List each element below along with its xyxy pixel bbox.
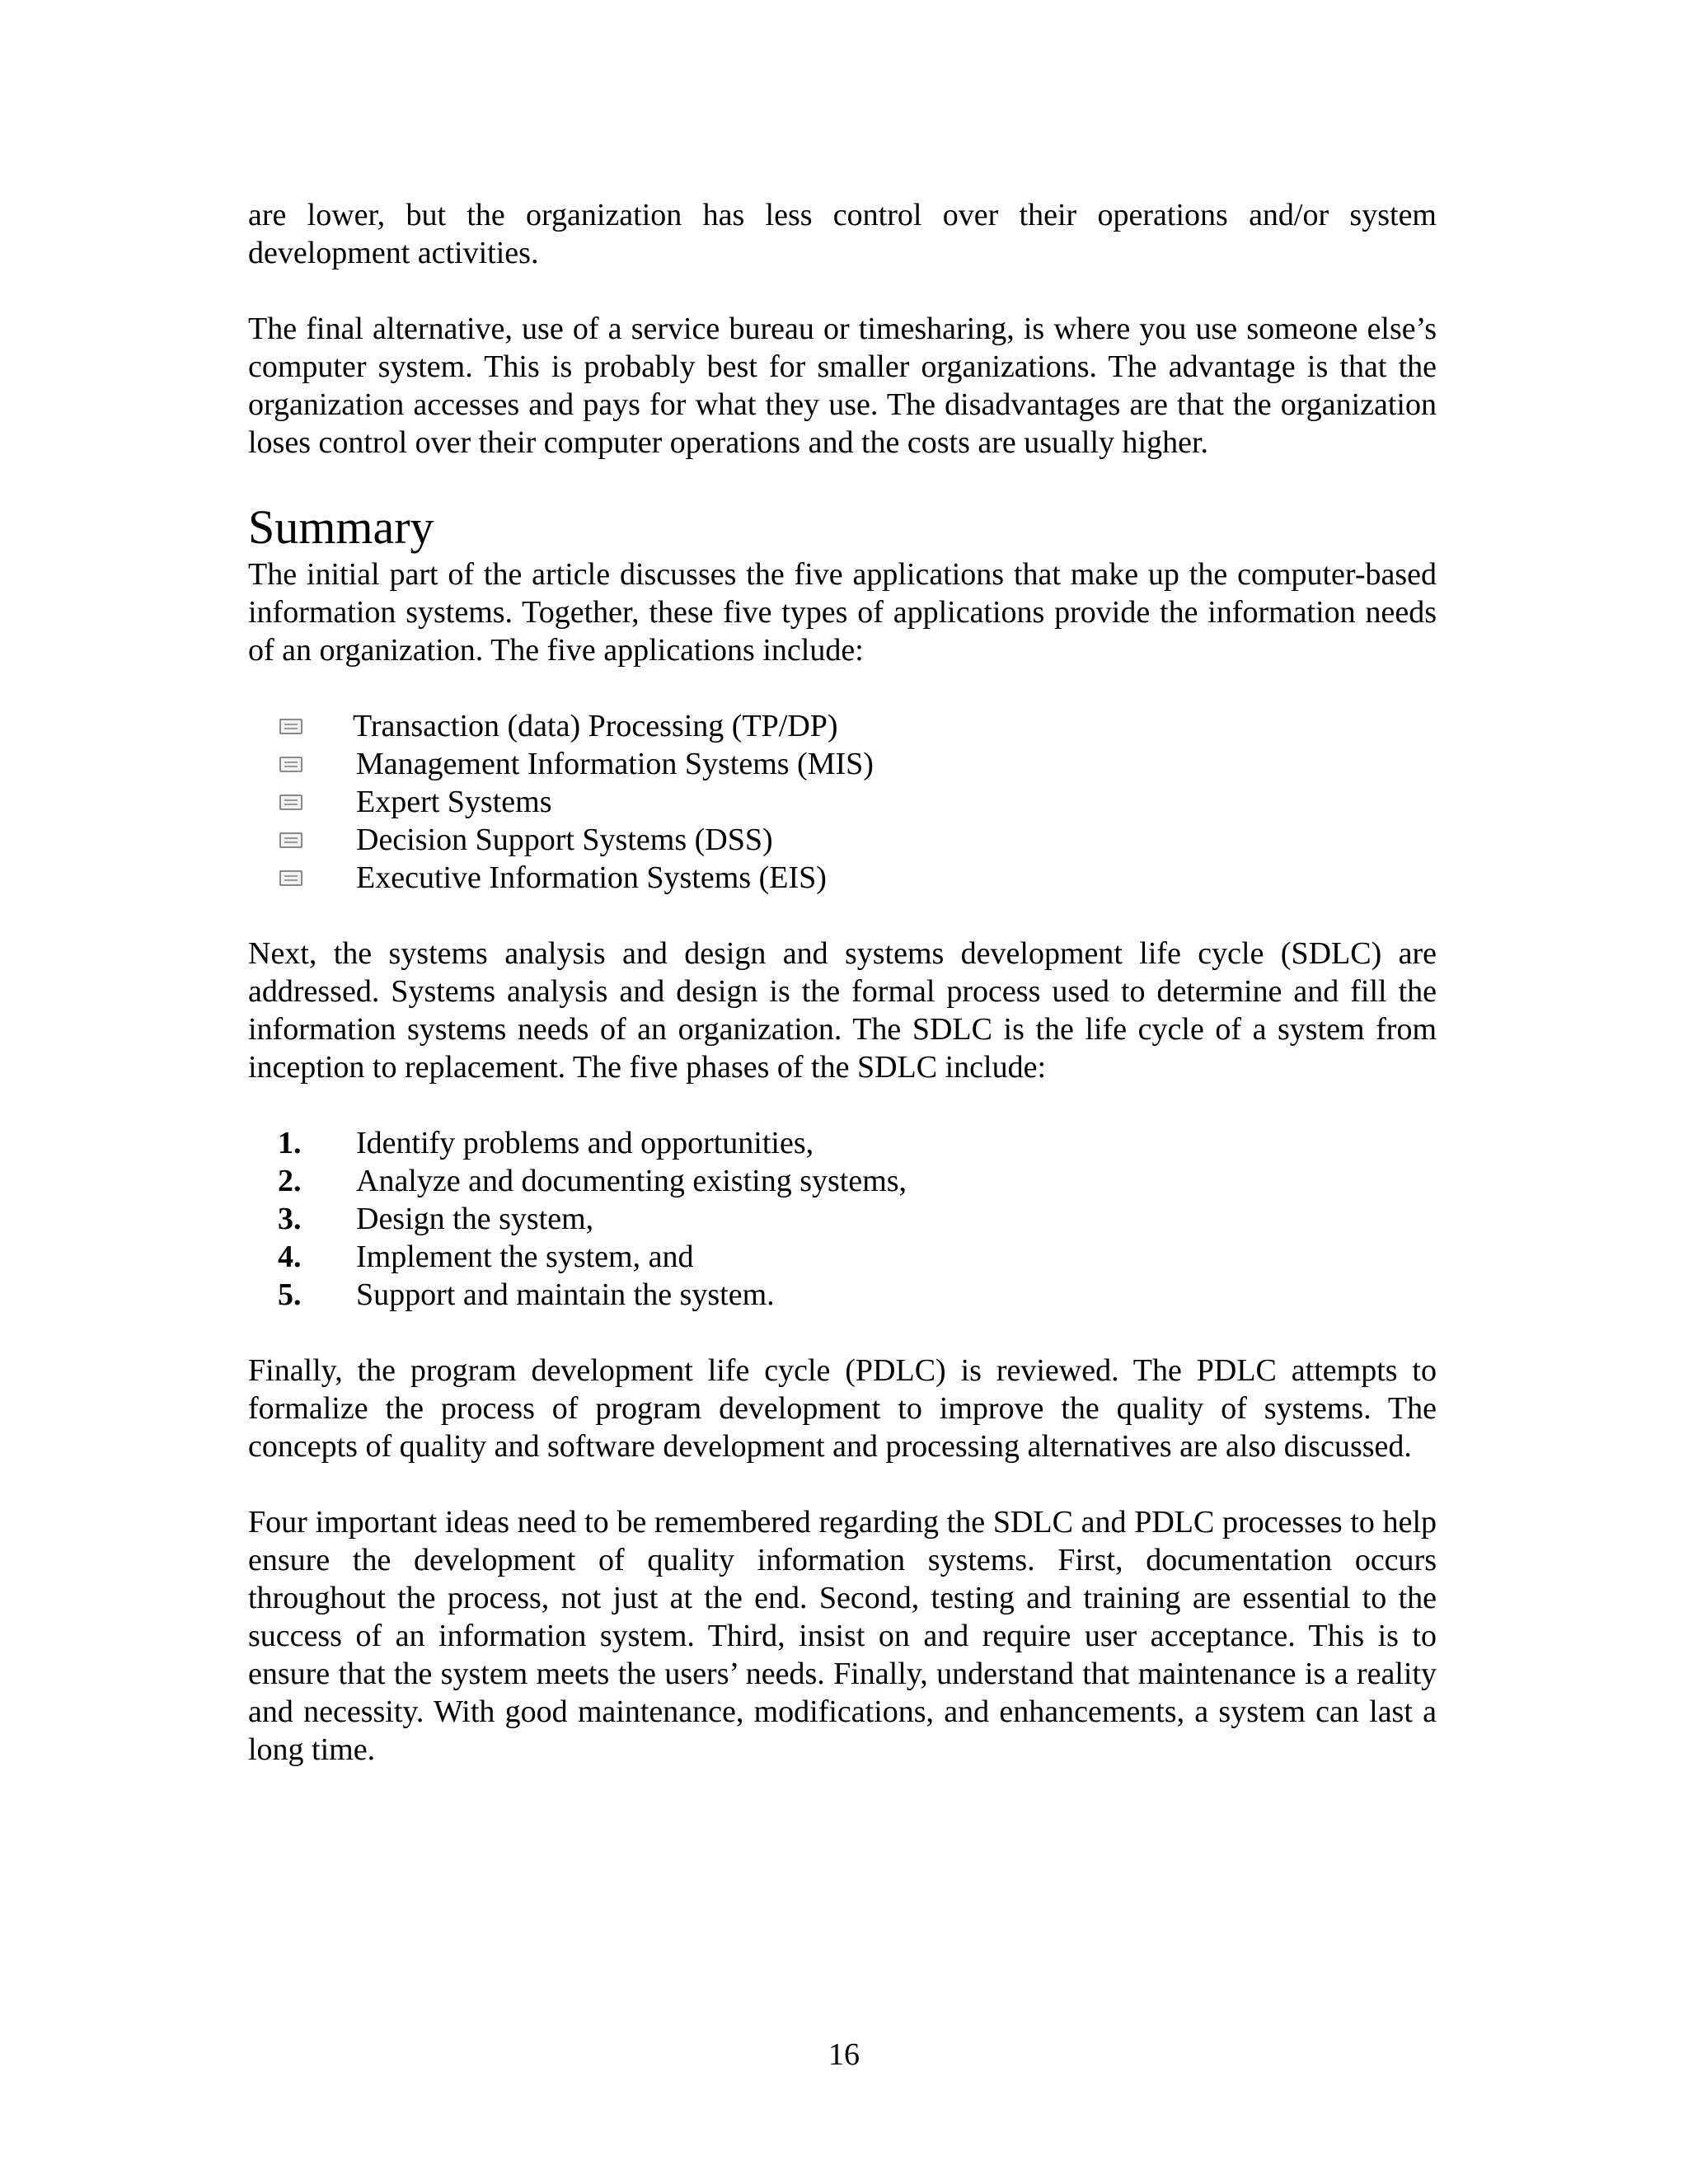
applications-list (248, 707, 1437, 897)
application-label: Management Information Systems (MIS) (356, 747, 874, 781)
keyboard-bullet-icon (279, 757, 302, 772)
list-item (248, 1162, 1437, 1200)
sdlc-phases-list (248, 1124, 1437, 1314)
phase-number: 5. (278, 1277, 302, 1312)
list-item (248, 707, 1437, 745)
application-label: Decision Support Systems (DSS) (356, 823, 773, 857)
keyboard-bullet-icon (279, 870, 302, 886)
application-label: Executive Information Systems (EIS) (356, 860, 827, 895)
paragraph-sdlc-intro: Next, the systems analysis and design and systems development life cycle (SDLC) are addressed. Systems analysis and design is the formal process used to determine and fill the information systems needs of an organization. The SDLC is the life cycle of a system from inception to replacement. The five phases of the SDLC include: (248, 936, 1437, 1085)
application-label: Expert Systems (356, 785, 552, 819)
list-item (248, 745, 1437, 783)
application-label: Transaction (data) Processing (TP/DP) (353, 709, 838, 743)
list-item (248, 1200, 1437, 1238)
keyboard-bullet-icon (279, 719, 302, 734)
page-content (248, 196, 1437, 1769)
phase-label: Analyze and documenting existing systems, (356, 1164, 907, 1198)
phase-label: Implement the system, and (356, 1240, 694, 1274)
phase-label: Identify problems and opportunities, (356, 1126, 814, 1160)
paragraph-four-ideas: Four important ideas need to be remembered regarding the SDLC and PDLC processes to help ensure the development of quality information systems. First, documentation occurs throughout the process, not just at the end. Second, testing and training are essential to the success of an information system. Third, insist on and require user acceptance. This is to ensure that the system meets the users’ needs. Finally, understand that maintenance is a reality and necessity. With good maintenance, modifications, and enhancements, a system can last a long time. (248, 1505, 1437, 1767)
paragraph-pdlc: Finally, the program development life cycle (PDLC) is reviewed. The PDLC attempts to formalize the process of program development to improve the quality of systems. The concepts of quality and software development and processing alternatives are also discussed. (248, 1353, 1437, 1464)
phase-label: Support and maintain the system. (356, 1277, 775, 1312)
section-heading-summary: Summary (248, 500, 434, 554)
list-item (248, 1238, 1437, 1276)
page-number: 16 (828, 2037, 860, 2072)
list-item (248, 1124, 1437, 1162)
list-item (248, 859, 1437, 897)
phase-number: 1. (278, 1126, 302, 1160)
phase-number: 3. (278, 1202, 302, 1236)
list-item (248, 783, 1437, 821)
phase-number: 2. (278, 1164, 302, 1198)
paragraph-lower-control: are lower, but the organization has less control over their operations and/or system development activities. (248, 198, 1437, 270)
list-item (248, 1276, 1437, 1314)
paragraph-service-bureau: The final alternative, use of a service bureau or timesharing, is where you use someone else’s computer system. This is probably best for smaller organizations. The advantage is that the organization accesses and pays for what they use. The disadvantages are that the organization loses control over their computer operations and the costs are usually higher. (248, 312, 1437, 460)
keyboard-bullet-icon (279, 794, 302, 810)
phase-number: 4. (278, 1240, 302, 1274)
phase-label: Design the system, (356, 1202, 594, 1236)
keyboard-bullet-icon (279, 832, 302, 848)
paragraph-summary-intro: The initial part of the article discusses the five applications that make up the computer-based information systems. Together, these five types of applications provide the information needs of an organization. The five applications include: (248, 557, 1437, 668)
list-item (248, 821, 1437, 859)
